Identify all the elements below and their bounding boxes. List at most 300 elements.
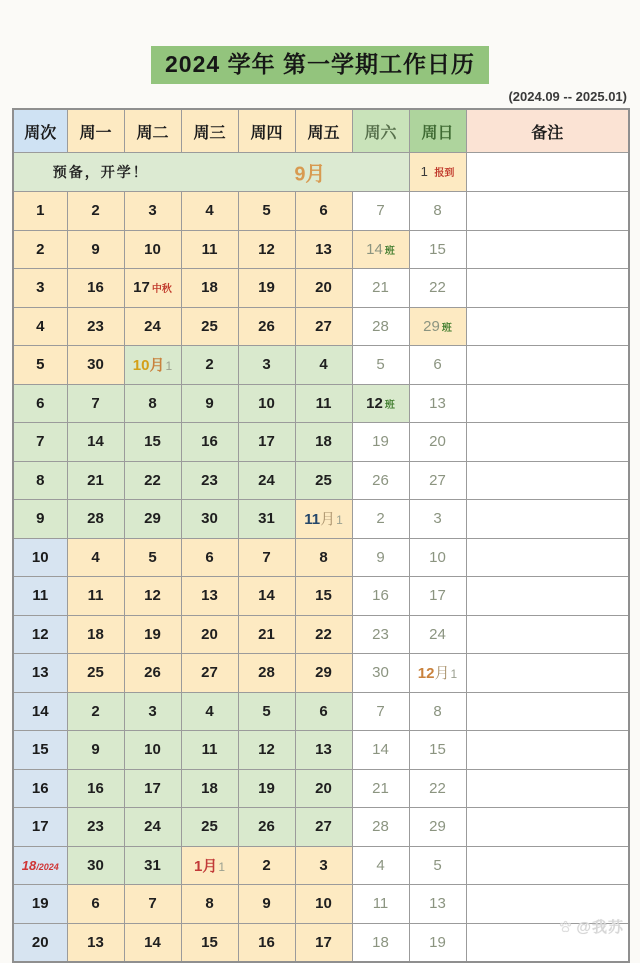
- day-cell: [67, 615, 124, 654]
- cell-text: 10: [258, 394, 275, 412]
- week-row: [13, 230, 629, 269]
- cell-text: 月: [320, 511, 336, 529]
- cell-text: 30: [372, 664, 389, 682]
- cell-text: 6: [433, 356, 442, 374]
- day-cell: [238, 769, 295, 808]
- cell-text: 28: [372, 818, 389, 836]
- note-cell: [466, 577, 629, 616]
- cell-text: 7: [91, 394, 100, 412]
- cell-text: 21: [258, 625, 275, 643]
- day-cell: [409, 577, 466, 616]
- cell-text: 7: [376, 702, 385, 720]
- day-cell: [181, 731, 238, 770]
- day-cell: [409, 654, 466, 693]
- cell-text: 1: [336, 513, 343, 528]
- cell-text: 13: [201, 587, 218, 605]
- week-number-cell: 20: [13, 923, 67, 962]
- day-cell: [409, 731, 466, 770]
- note-cell: [466, 808, 629, 847]
- day-cell: [181, 500, 238, 539]
- day-cell: [67, 461, 124, 500]
- day-cell: [409, 230, 466, 269]
- cell-text: 23: [372, 625, 389, 643]
- cell-text: 23: [87, 317, 104, 335]
- day-cell: [181, 692, 238, 731]
- column-header-4: 周四: [238, 109, 295, 153]
- day-cell: [352, 307, 409, 346]
- page-title: 2024 学年 第一学期工作日历: [151, 46, 489, 84]
- day-cell: [352, 192, 409, 231]
- day-cell: [409, 769, 466, 808]
- day-cell: [409, 192, 466, 231]
- day-cell: [352, 500, 409, 539]
- column-header-5: 周五: [295, 109, 352, 153]
- day-cell: [352, 423, 409, 462]
- cell-text: 19: [258, 279, 275, 297]
- note-cell: [466, 846, 629, 885]
- note-cell: [466, 423, 629, 462]
- cell-text: 29: [429, 818, 446, 836]
- cell-text: 5: [262, 202, 271, 220]
- cell-text: 6: [91, 895, 100, 913]
- day-cell: [295, 846, 352, 885]
- watermark: [558, 916, 624, 937]
- cell-text: 27: [315, 818, 332, 836]
- cell-text: 2: [91, 202, 100, 220]
- day-cell: [352, 346, 409, 385]
- day-cell: [67, 423, 124, 462]
- cell-text: 4: [205, 702, 214, 720]
- day-cell: [181, 423, 238, 462]
- cell-text: 30: [87, 356, 104, 374]
- day-cell: [124, 346, 181, 385]
- cell-text: 16: [87, 279, 104, 297]
- cell-text: 15: [429, 240, 446, 258]
- cell-text: 14: [87, 433, 104, 451]
- day-cell: [238, 731, 295, 770]
- cell-text: 14: [366, 240, 383, 258]
- day-cell: [67, 808, 124, 847]
- cell-text: 4: [376, 856, 385, 874]
- note-cell: [466, 500, 629, 539]
- day-cell: [409, 692, 466, 731]
- day-cell: [181, 885, 238, 924]
- week-row: [13, 769, 629, 808]
- day-cell: [124, 846, 181, 885]
- week-number-cell: 8: [13, 461, 67, 500]
- note-cell: [466, 346, 629, 385]
- cell-text: 25: [201, 818, 218, 836]
- cell-text: 12: [258, 240, 275, 258]
- week-number-cell: 10: [13, 538, 67, 577]
- day-cell: [352, 923, 409, 962]
- note-cell: [466, 307, 629, 346]
- cell-text: 19: [372, 433, 389, 451]
- banner-sunday-day: 1: [420, 164, 428, 179]
- day-cell: [352, 731, 409, 770]
- day-cell: [352, 615, 409, 654]
- cell-text: 30: [201, 510, 218, 528]
- cell-text: 29: [144, 510, 161, 528]
- cell-text: 15: [201, 933, 218, 951]
- cell-text: 21: [372, 779, 389, 797]
- day-cell: [124, 808, 181, 847]
- day-cell: [181, 384, 238, 423]
- header-row: [13, 109, 629, 153]
- day-cell: [238, 808, 295, 847]
- cell-text: 20: [315, 779, 332, 797]
- cell-text: 10: [144, 741, 161, 759]
- week-row: [13, 423, 629, 462]
- day-cell: [238, 885, 295, 924]
- day-cell: [124, 500, 181, 539]
- day-cell: [352, 269, 409, 308]
- watermark-text: @我苏: [576, 919, 624, 936]
- day-cell: [295, 769, 352, 808]
- banner-month-label: 9月: [294, 163, 326, 186]
- september-banner-row: [13, 153, 629, 192]
- day-cell: [409, 808, 466, 847]
- note-cell: [466, 461, 629, 500]
- cell-text: 14: [144, 933, 161, 951]
- day-cell: [352, 692, 409, 731]
- cell-text: 3: [433, 510, 442, 528]
- cell-text: 24: [429, 625, 446, 643]
- day-cell: [409, 923, 466, 962]
- cell-text: 24: [144, 818, 161, 836]
- day-cell: [124, 731, 181, 770]
- week-row: [13, 346, 629, 385]
- day-cell: [67, 692, 124, 731]
- day-cell: [124, 269, 181, 308]
- cell-text: 27: [201, 664, 218, 682]
- cell-text: 13: [315, 240, 332, 258]
- cell-text: 8: [205, 895, 214, 913]
- cell-text: 31: [258, 510, 275, 528]
- week-number-cell: 5: [13, 346, 67, 385]
- day-cell: [295, 692, 352, 731]
- cell-text: 班: [441, 322, 452, 334]
- week-row: [13, 846, 629, 885]
- day-cell: [295, 654, 352, 693]
- note-cell: [466, 692, 629, 731]
- cell-text: 8: [433, 202, 442, 220]
- page-header: [0, 46, 640, 84]
- cell-text: 8: [319, 548, 328, 566]
- cell-text: 3: [148, 202, 157, 220]
- cell-text: 14: [372, 741, 389, 759]
- cell-text: 16: [372, 587, 389, 605]
- cell-text: 13: [315, 741, 332, 759]
- day-cell: [238, 692, 295, 731]
- cell-text: 25: [87, 664, 104, 682]
- cell-text: 9: [205, 394, 214, 412]
- cell-text: 26: [144, 664, 161, 682]
- cell-text: 27: [429, 471, 446, 489]
- day-cell: [181, 654, 238, 693]
- cell-text: 5: [376, 356, 385, 374]
- day-cell: [124, 192, 181, 231]
- cell-text: 11: [87, 587, 104, 605]
- cell-text: 26: [258, 818, 275, 836]
- day-cell: [124, 423, 181, 462]
- registration-tag: 报到: [434, 168, 455, 179]
- cell-text: 13: [429, 895, 446, 913]
- cell-text: 5: [148, 548, 157, 566]
- cell-text: 18: [372, 933, 389, 951]
- day-cell: [67, 269, 124, 308]
- cell-text: 6: [319, 702, 328, 720]
- cell-text: 11: [304, 511, 321, 529]
- cell-text: 月: [149, 357, 165, 375]
- day-cell: [124, 692, 181, 731]
- column-header-6: 周六: [352, 109, 409, 153]
- column-header-7: 周日: [409, 109, 466, 153]
- day-cell: [409, 500, 466, 539]
- note-cell: [466, 654, 629, 693]
- cell-text: 17: [144, 779, 161, 797]
- week-number-cell: 19: [13, 885, 67, 924]
- day-cell: [238, 461, 295, 500]
- week-row: [13, 384, 629, 423]
- cell-text: 12: [366, 394, 383, 412]
- day-cell: [238, 538, 295, 577]
- cell-text: 12: [144, 587, 161, 605]
- week-number-cell: 15: [13, 731, 67, 770]
- day-cell: [124, 615, 181, 654]
- day-cell: [409, 307, 466, 346]
- day-cell: [181, 846, 238, 885]
- cell-text: 10: [144, 240, 161, 258]
- cell-text: 29: [423, 317, 440, 335]
- cell-text: 6: [205, 548, 214, 566]
- day-cell: [352, 538, 409, 577]
- cell-text: 18: [87, 625, 104, 643]
- column-header-2: 周二: [124, 109, 181, 153]
- cell-text: 18: [315, 433, 332, 451]
- cell-text: 9: [262, 895, 271, 913]
- day-cell: [181, 538, 238, 577]
- cell-text: 17: [429, 587, 446, 605]
- note-cell: [466, 769, 629, 808]
- cell-text: 15: [315, 587, 332, 605]
- cell-text: 13: [87, 933, 104, 951]
- day-cell: [352, 577, 409, 616]
- september-banner-cell: [13, 153, 409, 192]
- day-cell: [409, 538, 466, 577]
- day-cell: [295, 384, 352, 423]
- day-cell: [238, 846, 295, 885]
- cell-text: 7: [148, 895, 157, 913]
- cell-text: 25: [315, 471, 332, 489]
- day-cell: [238, 577, 295, 616]
- cell-text: 11: [372, 895, 389, 913]
- day-cell: [295, 615, 352, 654]
- week-row: [13, 461, 629, 500]
- day-cell: [409, 846, 466, 885]
- week-number-cell: 1: [13, 192, 67, 231]
- day-cell: [67, 769, 124, 808]
- day-cell: [124, 769, 181, 808]
- day-cell: [67, 923, 124, 962]
- cell-text: 4: [205, 202, 214, 220]
- cell-text: 9: [91, 741, 100, 759]
- day-cell: [67, 731, 124, 770]
- day-cell: [238, 230, 295, 269]
- note-cell: [466, 538, 629, 577]
- week-row: [13, 731, 629, 770]
- week-number-cell: 11: [13, 577, 67, 616]
- column-header-1: 周一: [67, 109, 124, 153]
- day-cell: [295, 808, 352, 847]
- note-cell: [466, 384, 629, 423]
- day-cell: [295, 307, 352, 346]
- day-cell: [352, 846, 409, 885]
- day-cell: [181, 307, 238, 346]
- day-cell: [181, 923, 238, 962]
- cell-text: 1: [450, 667, 458, 682]
- cell-text: 3: [319, 856, 328, 874]
- week-number-cell: 6: [13, 384, 67, 423]
- cell-text: 11: [201, 741, 218, 759]
- week-number-cell: 9: [13, 500, 67, 539]
- cell-text: 22: [429, 279, 446, 297]
- day-cell: [124, 885, 181, 924]
- cell-text: 7: [262, 548, 271, 566]
- cell-text: 28: [258, 664, 275, 682]
- week-row: [13, 538, 629, 577]
- cell-text: 3: [262, 356, 271, 374]
- cell-text: 23: [87, 818, 104, 836]
- cell-text: 31: [144, 856, 161, 874]
- day-cell: [238, 423, 295, 462]
- cell-text: 22: [315, 625, 332, 643]
- cell-text: 26: [372, 471, 389, 489]
- cell-text: 2: [205, 356, 214, 374]
- week-row: [13, 654, 629, 693]
- day-cell: [238, 269, 295, 308]
- cell-text: 21: [372, 279, 389, 297]
- cell-text: 17: [315, 933, 332, 951]
- day-cell: [67, 346, 124, 385]
- cell-text: 2: [376, 510, 385, 528]
- cell-text: 12: [258, 741, 275, 759]
- cell-text: 1: [218, 859, 226, 874]
- cell-text: 18: [201, 279, 218, 297]
- cell-text: /2024: [36, 861, 59, 872]
- banner-sunday-cell: [409, 153, 466, 192]
- cell-text: 20: [201, 625, 218, 643]
- week-number-cell: 16: [13, 769, 67, 808]
- day-cell: [409, 423, 466, 462]
- day-cell: [238, 615, 295, 654]
- column-header-8: 备注: [466, 109, 629, 153]
- week-number-cell: 17: [13, 808, 67, 847]
- day-cell: [238, 654, 295, 693]
- cell-text: 月: [434, 665, 450, 683]
- cell-text: 18: [201, 779, 218, 797]
- cell-text: 2: [91, 702, 100, 720]
- cell-text: 10: [315, 895, 332, 913]
- note-cell: [466, 615, 629, 654]
- cell-text: 24: [258, 471, 275, 489]
- note-cell: [466, 230, 629, 269]
- cell-text: 15: [144, 433, 161, 451]
- cell-text: 10: [132, 357, 150, 375]
- week-number-cell: [13, 846, 67, 885]
- day-cell: [67, 577, 124, 616]
- day-cell: [181, 577, 238, 616]
- cell-text: 28: [87, 510, 104, 528]
- week-row: [13, 192, 629, 231]
- week-number-cell: 3: [13, 269, 67, 308]
- cell-text: 3: [148, 702, 157, 720]
- cell-text: 8: [433, 702, 442, 720]
- cell-text: 2: [262, 856, 271, 874]
- day-cell: [124, 461, 181, 500]
- week-number-cell: 12: [13, 615, 67, 654]
- cell-text: 23: [201, 471, 218, 489]
- day-cell: [181, 230, 238, 269]
- cell-text: 中秋: [151, 284, 172, 296]
- cell-text: 月: [202, 857, 218, 875]
- day-cell: [67, 230, 124, 269]
- cell-text: 20: [429, 433, 446, 451]
- day-cell: [67, 384, 124, 423]
- week-number-cell: 14: [13, 692, 67, 731]
- day-cell: [295, 577, 352, 616]
- cell-text: 4: [319, 356, 328, 374]
- cell-text: 21: [87, 471, 104, 489]
- cell-text: 11: [201, 240, 218, 258]
- day-cell: [67, 885, 124, 924]
- cell-text: 5: [433, 856, 442, 874]
- cell-text: 班: [384, 399, 395, 411]
- day-cell: [352, 885, 409, 924]
- cell-text: 22: [144, 471, 161, 489]
- day-cell: [409, 346, 466, 385]
- day-cell: [238, 500, 295, 539]
- day-cell: [238, 346, 295, 385]
- day-cell: [352, 461, 409, 500]
- cell-text: 7: [376, 202, 385, 220]
- day-cell: [238, 384, 295, 423]
- week-number-cell: 7: [13, 423, 67, 462]
- cell-text: 19: [429, 933, 446, 951]
- day-cell: [352, 384, 409, 423]
- cell-text: 26: [258, 317, 275, 335]
- cell-text: 6: [319, 202, 328, 220]
- day-cell: [295, 346, 352, 385]
- cell-text: 16: [87, 779, 104, 797]
- day-cell: [295, 923, 352, 962]
- day-cell: [295, 885, 352, 924]
- day-cell: [295, 269, 352, 308]
- week-number-cell: 2: [13, 230, 67, 269]
- week-row: [13, 269, 629, 308]
- week-row: [13, 692, 629, 731]
- week-number-cell: 13: [13, 654, 67, 693]
- note-cell: [466, 269, 629, 308]
- cell-text: 19: [258, 779, 275, 797]
- week-row: [13, 615, 629, 654]
- cell-text: 16: [258, 933, 275, 951]
- day-cell: [124, 538, 181, 577]
- day-cell: [295, 230, 352, 269]
- note-cell: [466, 731, 629, 770]
- day-cell: [67, 538, 124, 577]
- day-cell: [124, 307, 181, 346]
